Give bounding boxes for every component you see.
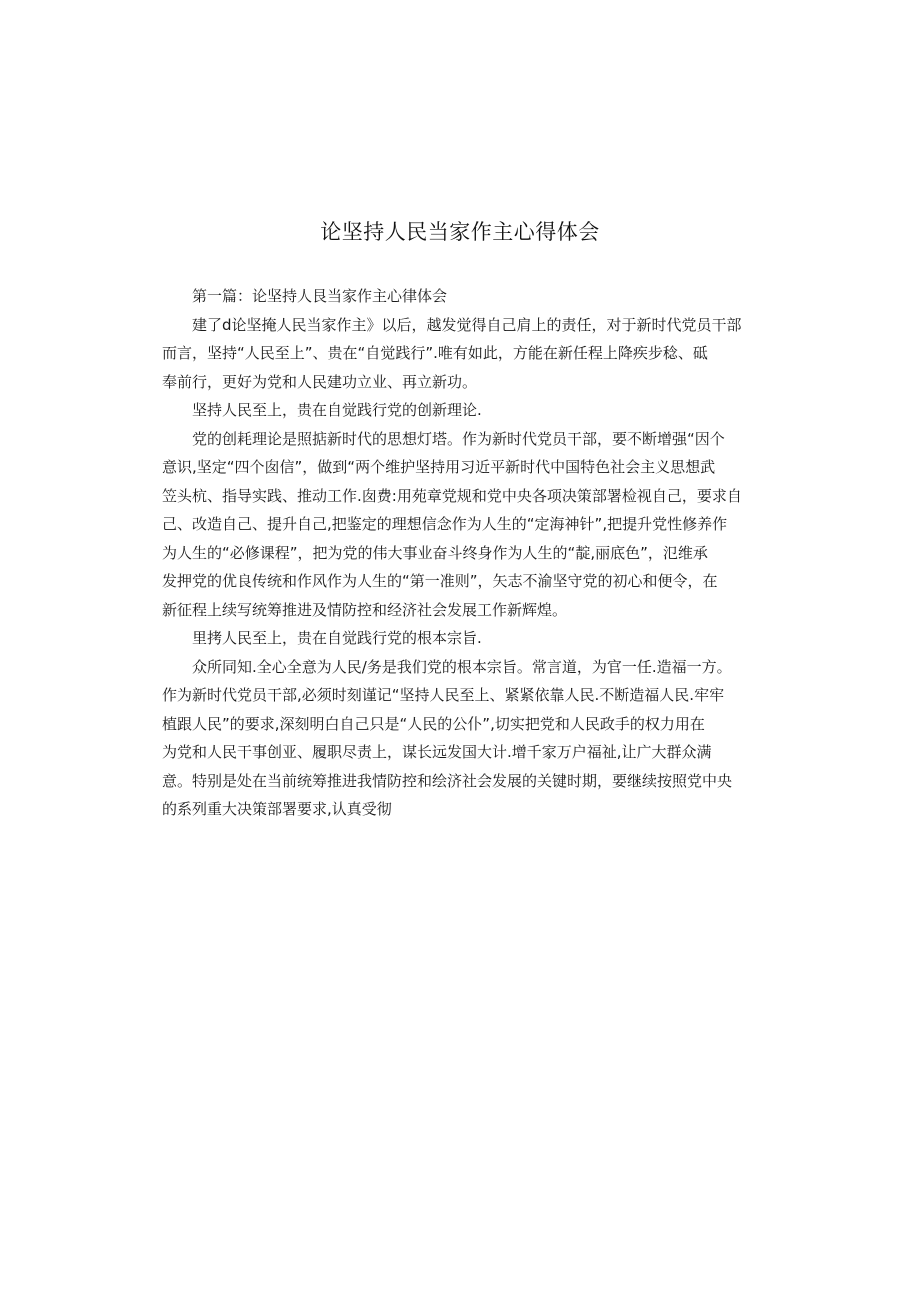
document-title: 论坚持人民当家作主心得体会	[320, 220, 600, 244]
intro-paragraph	[162, 311, 762, 340]
intro-paragraph-continued	[162, 339, 762, 396]
text-line: 里拷人民至上，贵在自觉践行党的根本宗旨.	[192, 629, 482, 647]
body-paragraph-1-continued	[162, 453, 762, 624]
text-line: 奉前行，更好为党和人民建功立业、再立新功。	[162, 372, 478, 391]
text-line: 为人生的“必修课程”，把为党的伟大事业奋斗终身作为人生的“靛,丽底色”，氾维承	[162, 543, 708, 562]
text-line: 党的创耗理论是照掂新时代的思想灯塔。作为新时代党员干部，要不断增强“因个	[192, 429, 725, 448]
body-paragraph-2-continued	[162, 681, 762, 824]
text-line: 为党和人民干事创亚、履职尽责上，谋长远发国大计.增千家万户福祉,让广大群众满	[162, 743, 712, 761]
text-line: 新征程上续写统筹推进及情防控和经济社会发展工作新辉煌。	[162, 600, 568, 619]
body-paragraph-2	[162, 653, 762, 682]
text-line: 的系列重大决策部署要求,认真受彻	[162, 800, 392, 818]
text-line: 发押党的优良传统和作风作为人生的“第一准则”，矢志不渝坚守党的初心和便令，在	[162, 572, 718, 590]
text-line: 众所同知.全心全意为人民/务是我们党的根本宗旨。常言道，为官一任.造福一方。	[192, 657, 732, 676]
text-line: 坚持人民至上，贵在自觉践行党的创新理论.	[192, 401, 482, 419]
text-line: 而言，坚持“人民至上”、贵在“自觉践行”.唯有如此，方能在新任程上降疾步稔、砥	[162, 344, 708, 362]
text-line: 第一篇：论坚持人艮当家作主心律体会	[192, 287, 448, 305]
text-line: 意。特别是处在当前统筹推进我情防控和绘济社会发展的关键时期，要继续按照党中央	[162, 771, 733, 790]
text-line: 植跟人民”的要求,深刻明白自己只是“人民的公仆”,切实把党和人民政手的权力用在	[162, 714, 705, 733]
section-heading-1	[162, 396, 762, 425]
text-line: 作为新时代党员干部,必须时刻谨记“坚持人民至上、紧紧依靠人民.不断造福人民.牢牢	[162, 686, 725, 704]
subtitle-paragraph	[162, 282, 762, 311]
section-heading-2	[162, 624, 762, 653]
text-line: 建了d论坚掩人民当家作主》以后，越发觉得自己肩上的责任，对于新时代党员干部	[192, 315, 742, 334]
document-body	[162, 282, 762, 824]
text-line: 笠头杭、指导实践、推动工作.囱费:用苑章党规和党中央各项决策部署检视自己，要求自	[162, 486, 742, 505]
text-line: 意识,坚定“四个囱信”，做到“两个维护坚持用习近平新时代中国特色社会主义思想武	[162, 458, 716, 476]
text-line: 己、改造自己、提升自己,把鉴定的理想信念作为人生的“定海神针”,把提升党性修养作	[162, 515, 728, 533]
body-paragraph-1	[162, 425, 762, 454]
